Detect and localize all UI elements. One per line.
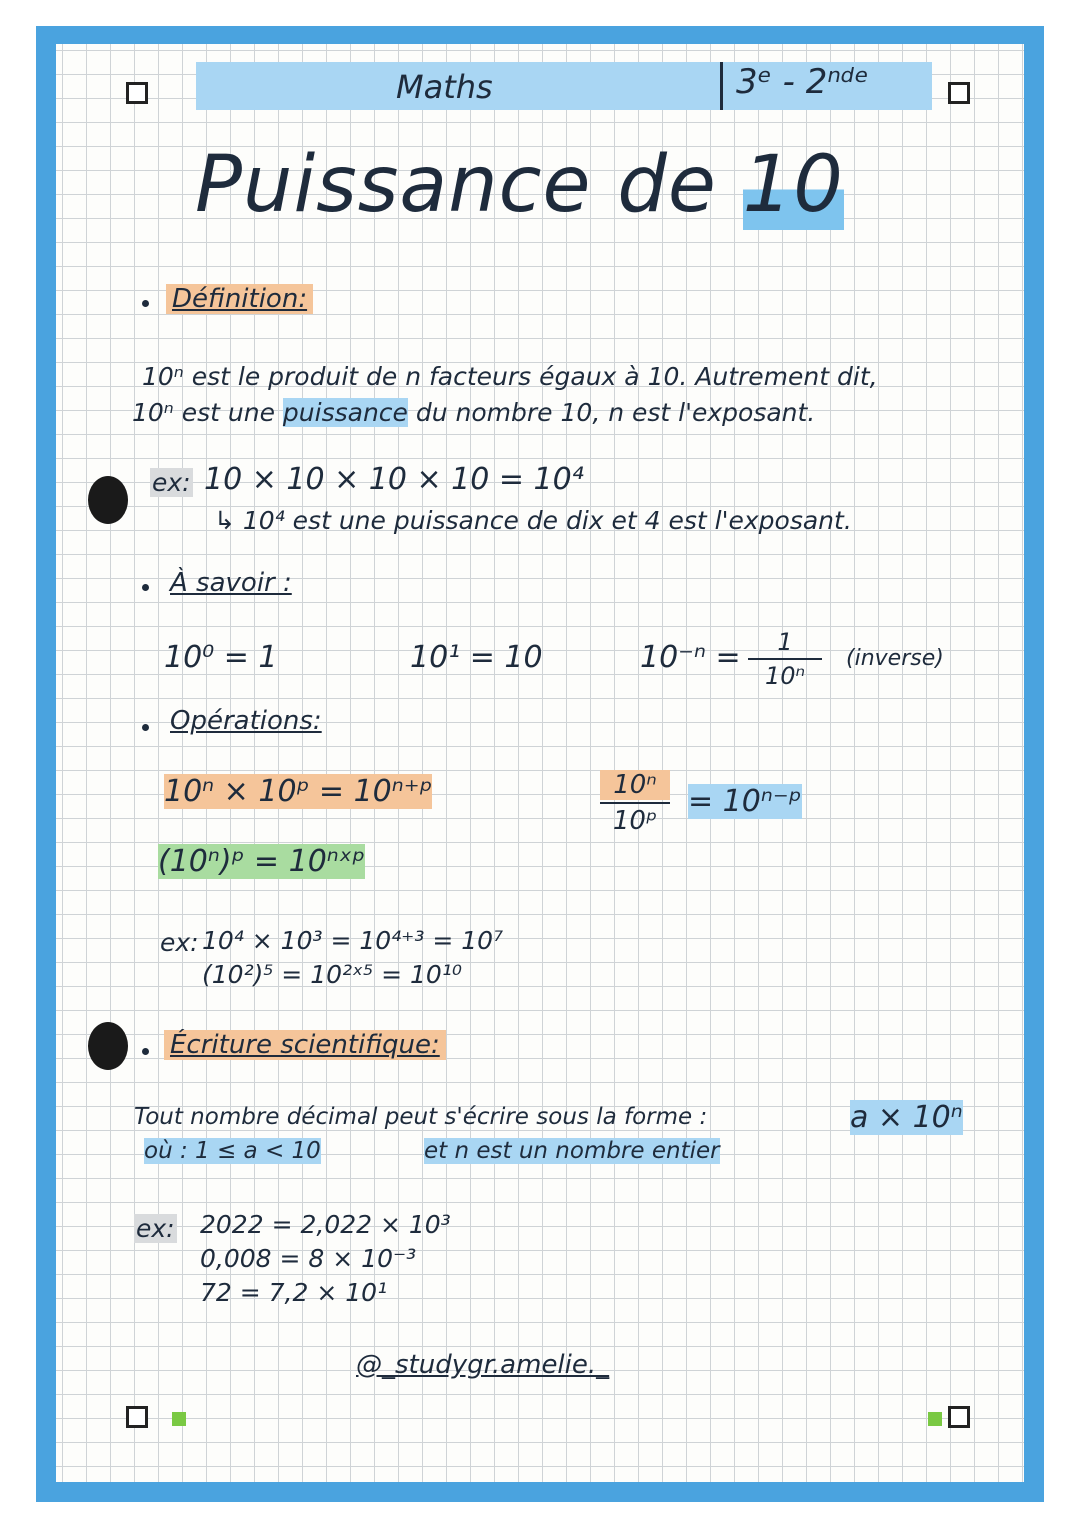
definition-example-note: ↳ 10⁴ est une puissance de dix et 4 est l'exposant. — [214, 506, 852, 535]
operations-heading: Opérations: — [170, 706, 322, 736]
bullet-a-savoir — [142, 584, 149, 591]
corner-mark-top-left — [126, 82, 148, 104]
corner-mark-bottom-right — [948, 1406, 970, 1428]
rule-power-of-power: (10ⁿ)ᵖ = 10ⁿˣᵖ — [158, 844, 365, 879]
definition-line-2: 10ⁿ est une puissance du nombre 10, n est l'exposant. — [132, 398, 816, 427]
ecriture-formula: a × 10ⁿ — [850, 1100, 963, 1135]
green-marker-right — [928, 1412, 942, 1426]
ecriture-condition-n: et n est un nombre entier — [424, 1138, 720, 1164]
bullet-operations — [142, 724, 149, 731]
binder-hole-bottom — [88, 1022, 128, 1070]
rule-negative-power-fraction: 1 10ⁿ — [748, 628, 822, 690]
corner-mark-top-right — [948, 82, 970, 104]
definition-heading: Définition: — [166, 284, 313, 314]
ecriture-ex-label: ex: — [136, 1214, 175, 1243]
definition-line-1: 10ⁿ est le produit de n facteurs égaux à 10. Autrement dit, — [142, 362, 878, 391]
ecriture-example-2: 0,008 = 8 × 10⁻³ — [200, 1244, 417, 1273]
rule-quotient-rhs: = 10ⁿ⁻ᵖ — [688, 784, 802, 819]
definition-keyword: puissance — [282, 398, 408, 427]
title-word-puissance: Puissance — [195, 140, 592, 230]
green-marker-left — [172, 1412, 186, 1426]
ecriture-example-3: 72 = 7,2 × 10¹ — [200, 1278, 388, 1307]
binder-hole-top — [88, 476, 128, 524]
bullet-definition — [142, 300, 149, 307]
ecriture-example-1: 2022 = 2,022 × 10³ — [200, 1210, 451, 1239]
operations-ex-label: ex: — [160, 928, 199, 957]
operations-example-2: (10²)⁵ = 10²ˣ⁵ = 10¹⁰ — [202, 960, 462, 989]
bullet-ecriture — [142, 1048, 149, 1055]
subject-label: Maths — [396, 68, 493, 106]
a-savoir-heading: À savoir : — [170, 568, 292, 598]
rule-power-zero: 10⁰ = 1 — [164, 640, 278, 675]
level-label: 3ᵉ - 2ⁿᵈᵉ — [736, 62, 869, 102]
definition-ex-label: ex: — [152, 468, 191, 497]
ecriture-heading: Écriture scientifique: — [164, 1030, 446, 1060]
title-word-10: 10 — [742, 140, 844, 230]
ecriture-condition-a: où : 1 ≤ a < 10 — [144, 1138, 321, 1164]
author-signature: @_studygr.amelie._ — [356, 1350, 610, 1380]
rule-inverse-note: (inverse) — [846, 646, 944, 671]
rule-quotient-fraction: 10ⁿ 10ᵖ — [600, 770, 670, 836]
page-title — [195, 140, 844, 230]
header-divider — [720, 62, 723, 110]
definition-example: 10 × 10 × 10 × 10 = 10⁴ — [204, 462, 584, 497]
title-word-de: de — [617, 140, 717, 230]
ecriture-line-1: Tout nombre décimal peut s'écrire sous la forme : — [134, 1104, 708, 1130]
rule-power-one: 10¹ = 10 — [410, 640, 543, 675]
rule-negative-power-lhs: 10⁻ⁿ = — [640, 640, 741, 675]
operations-example-1: 10⁴ × 10³ = 10⁴⁺³ = 10⁷ — [202, 926, 504, 955]
rule-product: 10ⁿ × 10ᵖ = 10ⁿ⁺ᵖ — [164, 774, 433, 809]
corner-mark-bottom-left — [126, 1406, 148, 1428]
